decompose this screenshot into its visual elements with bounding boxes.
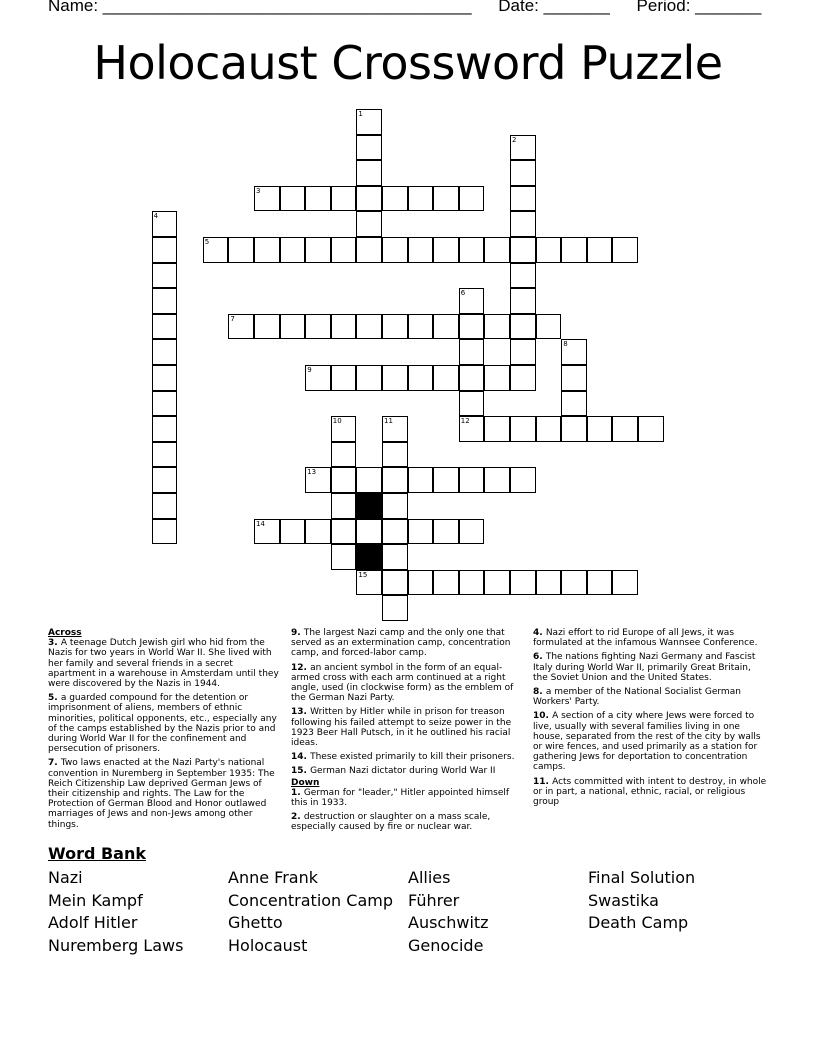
grid-cell[interactable] xyxy=(484,314,510,340)
grid-cell[interactable] xyxy=(561,391,587,417)
grid-cell[interactable] xyxy=(382,442,408,468)
grid-cell[interactable] xyxy=(484,237,510,263)
grid-cell[interactable] xyxy=(152,365,178,391)
word-bank-item: Führer xyxy=(408,890,460,910)
word-bank-title: Word Bank xyxy=(48,844,147,863)
grid-cell[interactable] xyxy=(152,391,178,417)
grid-cell[interactable] xyxy=(510,570,536,596)
clue-number-label: 10. xyxy=(533,711,553,722)
grid-cell[interactable] xyxy=(459,288,485,314)
grid-cell[interactable] xyxy=(305,519,331,545)
grid-cell[interactable] xyxy=(510,135,536,161)
grid-cell[interactable] xyxy=(356,570,382,596)
clue-number-label: 3. xyxy=(48,638,61,649)
grid-cell[interactable] xyxy=(612,416,638,442)
grid-cell[interactable] xyxy=(356,211,382,237)
grid-cell[interactable] xyxy=(152,416,178,442)
down-heading: Down xyxy=(291,777,320,788)
grid-cell[interactable] xyxy=(561,365,587,391)
clue-number-label: 6. xyxy=(533,652,546,663)
clue-number-label: 12. xyxy=(291,662,311,673)
clue-down-11 xyxy=(533,777,767,808)
word-bank-item: Final Solution xyxy=(588,868,696,887)
grid-cell[interactable] xyxy=(305,467,331,493)
grid-cell[interactable] xyxy=(305,365,331,391)
grid-cell[interactable] xyxy=(280,519,306,545)
clue-number: 14 xyxy=(256,519,265,528)
grid-cell[interactable] xyxy=(382,186,408,212)
grid-cell[interactable] xyxy=(356,109,382,135)
grid-cell[interactable] xyxy=(331,467,357,493)
grid-cell[interactable] xyxy=(382,416,408,442)
grid-cell[interactable] xyxy=(331,416,357,442)
clue-down-8 xyxy=(533,687,767,707)
grid-cell[interactable] xyxy=(331,442,357,468)
clue-text: The nations fighting Nazi Germany and Fascist Italy during World War II, primarily Great Britain, the Soviet Union and the United States. xyxy=(533,652,756,683)
grid-cell[interactable] xyxy=(510,288,536,314)
clue-number-label: 1. xyxy=(291,787,304,798)
clue-number-label: 8. xyxy=(533,687,546,698)
grid-cell[interactable] xyxy=(484,570,510,596)
grid-cell[interactable] xyxy=(356,237,382,263)
grid-cell[interactable] xyxy=(203,237,229,263)
clue-across-13 xyxy=(291,707,521,748)
period-field[interactable]: Period: _______ xyxy=(636,0,762,15)
grid-cell[interactable] xyxy=(433,365,459,391)
grid-cell[interactable] xyxy=(331,544,357,570)
grid-cell[interactable] xyxy=(254,237,280,263)
grid-cell[interactable] xyxy=(561,570,587,596)
clue-number-label: 15. xyxy=(291,766,311,777)
word-bank-item: Genocide xyxy=(408,936,484,956)
date-field[interactable]: Date: _______ xyxy=(498,0,610,15)
grid-cell[interactable] xyxy=(433,314,459,340)
grid-cell[interactable] xyxy=(587,570,613,596)
grid-cell[interactable] xyxy=(254,186,280,212)
grid-cell[interactable] xyxy=(305,314,331,340)
clue-number: 5 xyxy=(204,238,210,246)
grid-cell[interactable] xyxy=(152,237,178,263)
clue-number-label: 5. xyxy=(48,693,61,704)
grid-cell[interactable] xyxy=(587,237,613,263)
grid-cell[interactable] xyxy=(612,570,638,596)
grid-cell[interactable] xyxy=(305,186,331,212)
grid-cell[interactable] xyxy=(408,365,434,391)
word-bank-item: Ghetto xyxy=(228,913,283,933)
grid-cell[interactable] xyxy=(280,237,306,263)
grid-cell[interactable] xyxy=(228,237,254,263)
grid-cell[interactable] xyxy=(382,595,408,621)
grid-cell[interactable] xyxy=(459,519,485,545)
clue-down-2 xyxy=(291,812,521,832)
grid-cell[interactable] xyxy=(382,365,408,391)
grid-cell[interactable] xyxy=(382,314,408,340)
word-bank-item: Swastika xyxy=(588,890,659,910)
grid-cell[interactable] xyxy=(408,570,434,596)
grid-cell[interactable] xyxy=(561,339,587,365)
grid-cell[interactable] xyxy=(638,416,664,442)
grid-cell[interactable] xyxy=(510,339,536,365)
clue-number-label: 7. xyxy=(48,758,61,769)
grid-cell[interactable] xyxy=(433,570,459,596)
clue-number: 2 xyxy=(512,135,517,144)
clue-number-label: 9. xyxy=(291,628,304,638)
grid-cell[interactable] xyxy=(152,339,178,365)
grid-cell[interactable] xyxy=(152,314,178,340)
grid-cell[interactable] xyxy=(459,467,485,493)
grid-cell[interactable] xyxy=(331,237,357,263)
grid-cell[interactable] xyxy=(228,314,254,340)
grid-cell[interactable] xyxy=(356,467,382,493)
clue-across-3 xyxy=(48,638,280,689)
grid-cell[interactable] xyxy=(152,211,178,237)
grid-cell[interactable] xyxy=(356,135,382,161)
grid-cell[interactable] xyxy=(331,365,357,391)
grid-cell[interactable] xyxy=(536,314,562,340)
clue-across-14 xyxy=(291,752,521,762)
clue-text: The largest Nazi camp and the only one that served as an extermination camp, concentration camp, and forced-labor camp. xyxy=(291,628,511,659)
clue-number-label: 11. xyxy=(533,776,553,787)
grid-cell[interactable] xyxy=(459,339,485,365)
grid-cell[interactable] xyxy=(433,186,459,212)
grid-cell[interactable] xyxy=(152,519,178,545)
clue-text: Acts committed with intent to destroy, in whole or in part, a national, ethnic, racial, or religious group xyxy=(533,776,767,808)
grid-cell[interactable] xyxy=(459,314,485,340)
grid-cell[interactable] xyxy=(254,314,280,340)
grid-cell[interactable] xyxy=(510,416,536,442)
clue-across-9 xyxy=(291,628,521,659)
grid-cell[interactable] xyxy=(459,365,485,391)
grid-cell[interactable] xyxy=(510,237,536,263)
clue-number-label: 14. xyxy=(291,752,311,763)
clue-across-12 xyxy=(291,663,521,704)
across-heading: Across xyxy=(48,628,82,638)
clue-text: Two laws enacted at the Nazi Party's national convention in Nuremberg in September 1935: The Reich Citizenship Law deprived German Jews of their citizenship and rights. The Law for the Protection of German Blood and Honor outlawed marriages of Jews and non-Jews among other things. xyxy=(48,758,275,830)
grid-cell[interactable] xyxy=(510,211,536,237)
grid-cell[interactable] xyxy=(382,570,408,596)
grid-cell[interactable] xyxy=(254,519,280,545)
clues-column-3 xyxy=(533,628,767,811)
grid-cell[interactable] xyxy=(152,493,178,519)
clue-number: 15 xyxy=(358,570,368,579)
clue-number: 10 xyxy=(332,417,342,426)
word-bank-item: Holocaust xyxy=(228,936,308,956)
clue-text: Nazi effort to rid Europe of all Jews, it was formulated at the infamous Wannsee Conference. xyxy=(533,628,758,649)
clue-number: 6 xyxy=(460,289,466,298)
grid-cell[interactable] xyxy=(382,519,408,545)
grid-cell[interactable] xyxy=(305,237,331,263)
grid-cell[interactable] xyxy=(459,416,485,442)
clue-text: a guarded compound for the detention or imprisonment of aliens, members of ethnic minorities, political opponents, etc., especially any of the camps established by the Nazis prior to and during World War II for the confinement and persecution of prisoners. xyxy=(48,693,277,755)
grid-cell[interactable] xyxy=(433,519,459,545)
clue-number: 12 xyxy=(460,417,470,426)
grid-cell[interactable] xyxy=(280,186,306,212)
clue-text: destruction or slaughter on a mass scale, especially caused by fire or nuclear war. xyxy=(291,812,491,833)
word-bank-item: Allies xyxy=(408,868,451,887)
clue-number: 11 xyxy=(384,417,393,426)
grid-cell[interactable] xyxy=(459,570,485,596)
clue-down-10 xyxy=(533,711,767,772)
clue-across-5 xyxy=(48,693,280,754)
name-field[interactable]: Name: _______________________________________ xyxy=(48,0,472,15)
grid-cell[interactable] xyxy=(433,237,459,263)
grid-cell[interactable] xyxy=(331,519,357,545)
clue-text: A section of a city where Jews were forced to live, usually with several families living in one house, separated from the rest of the city by walls or wire fences, and used primarily as a station for gathering Jews for deportation to concentration camps. xyxy=(533,711,761,773)
grid-cell[interactable] xyxy=(356,160,382,186)
grid-cell[interactable] xyxy=(382,467,408,493)
clue-down-6 xyxy=(533,652,767,683)
grid-cell-black xyxy=(356,544,382,570)
clue-number: 4 xyxy=(153,212,159,221)
page-title: Holocaust Crossword Puzzle xyxy=(93,36,723,90)
clue-number: 3 xyxy=(256,186,261,195)
grid-cell[interactable] xyxy=(408,519,434,545)
grid-cell[interactable] xyxy=(484,365,510,391)
grid-cell[interactable] xyxy=(612,237,638,263)
grid-cell[interactable] xyxy=(382,544,408,570)
grid-cell[interactable] xyxy=(510,186,536,212)
grid-cell[interactable] xyxy=(152,467,178,493)
grid-cell[interactable] xyxy=(331,314,357,340)
clue-text: Written by Hitler while in prison for treason following his failed attempt to seize power in the 1923 Beer Hall Putsch, in it he outlined his racial ideas. xyxy=(291,707,512,749)
clue-number: 1 xyxy=(358,110,363,118)
grid-cell[interactable] xyxy=(459,186,485,212)
clue-number: 7 xyxy=(230,314,235,323)
clue-number: 8 xyxy=(563,340,568,349)
grid-cell[interactable] xyxy=(510,263,536,289)
clue-text: German Nazi dictator during World War II xyxy=(310,766,496,777)
clues-column-1 xyxy=(48,628,280,834)
clue-number-label: 2. xyxy=(291,812,304,823)
clue-down-4 xyxy=(533,628,767,648)
grid-cell[interactable] xyxy=(587,416,613,442)
grid-cell[interactable] xyxy=(484,467,510,493)
grid-cell[interactable] xyxy=(433,467,459,493)
grid-cell[interactable] xyxy=(331,186,357,212)
grid-cell[interactable] xyxy=(408,237,434,263)
grid-cell[interactable] xyxy=(536,570,562,596)
clue-down-1 xyxy=(291,788,521,808)
grid-cell[interactable] xyxy=(356,186,382,212)
word-bank-item: Auschwitz xyxy=(408,913,489,933)
grid-cell[interactable] xyxy=(331,493,357,519)
word-bank-item: Nuremberg Laws xyxy=(48,936,184,956)
grid-cell[interactable] xyxy=(152,288,178,314)
grid-cell[interactable] xyxy=(382,237,408,263)
grid-cell[interactable] xyxy=(356,519,382,545)
grid-cell[interactable] xyxy=(152,442,178,468)
clue-text: a member of the National Socialist German Workers' Party. xyxy=(533,687,741,708)
grid-cell[interactable] xyxy=(356,314,382,340)
grid-cell-black xyxy=(356,493,382,519)
grid-cell[interactable] xyxy=(152,263,178,289)
word-bank-item: Mein Kampf xyxy=(48,890,143,910)
clue-text: German for "leader," Hitler appointed himself this in 1933. xyxy=(291,787,510,809)
word-bank-item: Adolf Hitler xyxy=(48,913,138,933)
word-bank-item: Concentration Camp xyxy=(228,890,393,910)
clue-text: an ancient symbol in the form of an equal-armed cross with each arm continued at a right angle, used (in clockwise form) as the emblem of the German Nazi Party. xyxy=(291,662,514,704)
clue-text: A teenage Dutch Jewish girl who hid from the Nazis for two years in World War II. She lived with her family and several friends in a secret apartment in a warehouse in Amsterdam until they were discovered by the Nazis in 1944. xyxy=(48,638,279,690)
grid-cell[interactable] xyxy=(408,186,434,212)
clue-number-label: 4. xyxy=(533,628,546,638)
clue-number-label: 13. xyxy=(291,707,311,718)
grid-cell[interactable] xyxy=(510,314,536,340)
grid-cell[interactable] xyxy=(408,467,434,493)
grid-cell[interactable] xyxy=(510,467,536,493)
grid-cell[interactable] xyxy=(510,160,536,186)
clues-column-2 xyxy=(291,628,521,837)
grid-cell[interactable] xyxy=(536,416,562,442)
grid-cell[interactable] xyxy=(459,237,485,263)
grid-cell[interactable] xyxy=(484,416,510,442)
clue-across-7 xyxy=(48,758,280,829)
clue-across-15 xyxy=(291,766,521,776)
word-bank-item: Anne Frank xyxy=(228,868,318,887)
grid-cell[interactable] xyxy=(561,416,587,442)
grid-cell[interactable] xyxy=(408,314,434,340)
clue-number: 9 xyxy=(307,366,312,374)
grid-cell[interactable] xyxy=(356,365,382,391)
clue-text: These existed primarily to kill their prisoners. xyxy=(310,752,515,763)
grid-cell[interactable] xyxy=(510,365,536,391)
grid-cell[interactable] xyxy=(536,237,562,263)
grid-cell[interactable] xyxy=(280,314,306,340)
grid-cell[interactable] xyxy=(459,391,485,417)
grid-cell[interactable] xyxy=(561,237,587,263)
word-bank-item: Death Camp xyxy=(588,913,689,933)
word-bank-item: Nazi xyxy=(48,868,83,887)
grid-cell[interactable] xyxy=(382,493,408,519)
clue-number: 13 xyxy=(307,468,317,477)
